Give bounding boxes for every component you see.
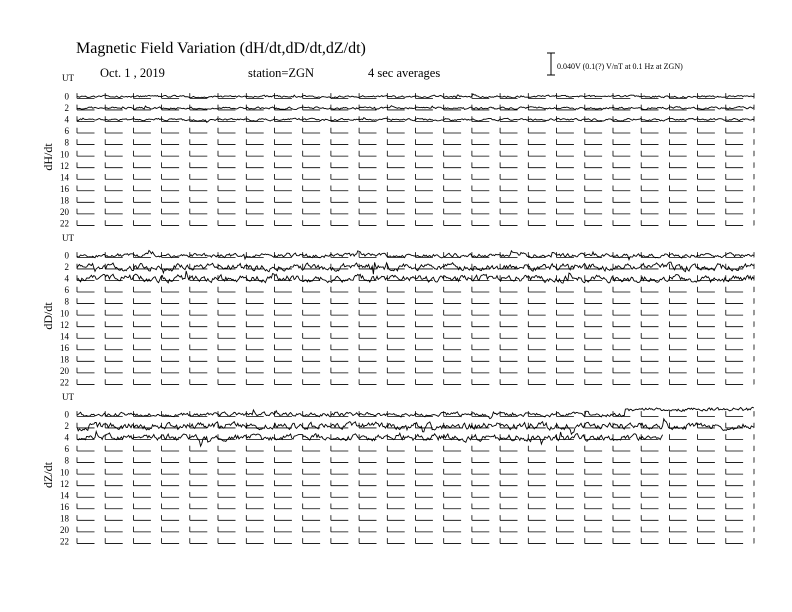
date-label: Oct. 1 , 2019 [100,66,165,80]
ut-axis-label: UT [62,233,74,243]
row-tick-label: 18 [60,195,69,206]
row-tick-label: 16 [60,183,69,194]
row-tick-label: 2 [64,103,69,114]
hour-ticks [77,368,754,373]
ut-axis-label: UT [62,73,74,83]
row-tick-label: 0 [64,250,69,261]
hour-ticks [77,209,754,214]
hour-ticks [77,492,754,497]
hour-ticks [77,469,754,474]
hour-ticks [77,379,754,384]
row-tick-label: 6 [64,126,69,137]
row-tick-label: 0 [64,409,69,420]
hour-ticks [77,321,754,326]
row-tick-label: 14 [60,172,69,183]
hour-ticks [77,333,754,338]
hour-ticks [77,174,754,179]
station-label: station=ZGN [248,66,315,80]
row-tick-label: 22 [60,377,69,388]
row-tick-label: 20 [60,366,69,376]
panel-dD-dt [41,233,754,388]
row-tick-label: 8 [64,455,69,466]
row-tick-label: 18 [60,513,69,524]
row-tick-label: 20 [60,525,69,535]
hour-ticks [77,220,754,225]
ut-axis-label: UT [62,392,74,402]
row-tick-label: 14 [60,331,69,342]
trace-row-4 [77,432,663,447]
row-tick-label: 2 [64,262,69,273]
hour-ticks [77,186,754,191]
row-tick-label: 4 [64,273,69,284]
hour-ticks [77,480,754,485]
row-tick-label: 2 [64,421,69,432]
hour-ticks [77,356,754,361]
panel-ylabel: dD/dt [41,302,55,330]
row-tick-label: 4 [64,114,69,125]
averaging-label: 4 sec averages [368,66,441,80]
row-tick-label: 12 [60,160,69,171]
hour-ticks [77,457,754,462]
row-tick-label: 10 [60,308,69,319]
hour-ticks [77,139,754,144]
hour-ticks [77,162,754,167]
hour-ticks [77,515,754,520]
hour-ticks [77,128,754,133]
row-tick-label: 22 [60,536,69,547]
hour-ticks [77,105,754,110]
hour-ticks [77,151,754,156]
row-tick-label: 12 [60,319,69,330]
row-tick-label: 22 [60,218,69,229]
panel-dH-dt [41,73,754,229]
hour-ticks [77,197,754,202]
row-tick-label: 4 [64,432,69,443]
hour-ticks [77,446,754,451]
row-tick-label: 14 [60,490,69,501]
hour-ticks [77,298,754,303]
panels [41,73,754,547]
row-tick-label: 10 [60,149,69,160]
panel-ylabel: dZ/dt [41,462,55,488]
row-tick-label: 6 [64,444,69,455]
row-tick-label: 10 [60,467,69,478]
scale-bar [547,53,555,75]
hour-ticks [77,310,754,315]
row-tick-label: 16 [60,342,69,353]
row-tick-label: 8 [64,137,69,148]
hour-ticks [77,287,754,292]
chart-title: Magnetic Field Variation (dH/dt,dD/dt,dZ/dt) [76,40,366,57]
panel-ylabel: dH/dt [41,143,55,171]
row-tick-label: 18 [60,354,69,365]
row-tick-label: 16 [60,501,69,512]
row-tick-label: 12 [60,478,69,489]
hour-ticks [77,345,754,350]
hour-ticks [77,504,754,509]
row-tick-label: 6 [64,285,69,296]
row-tick-label: 0 [64,91,69,102]
panel-dZ-dt [41,392,754,547]
hour-ticks [77,527,754,532]
row-tick-label: 8 [64,296,69,307]
hour-ticks [77,538,754,543]
row-tick-label: 20 [60,207,69,217]
scale-note: 0.040V (0.1(?) V/nT at 0.1 Hz at ZGN) [557,62,683,71]
